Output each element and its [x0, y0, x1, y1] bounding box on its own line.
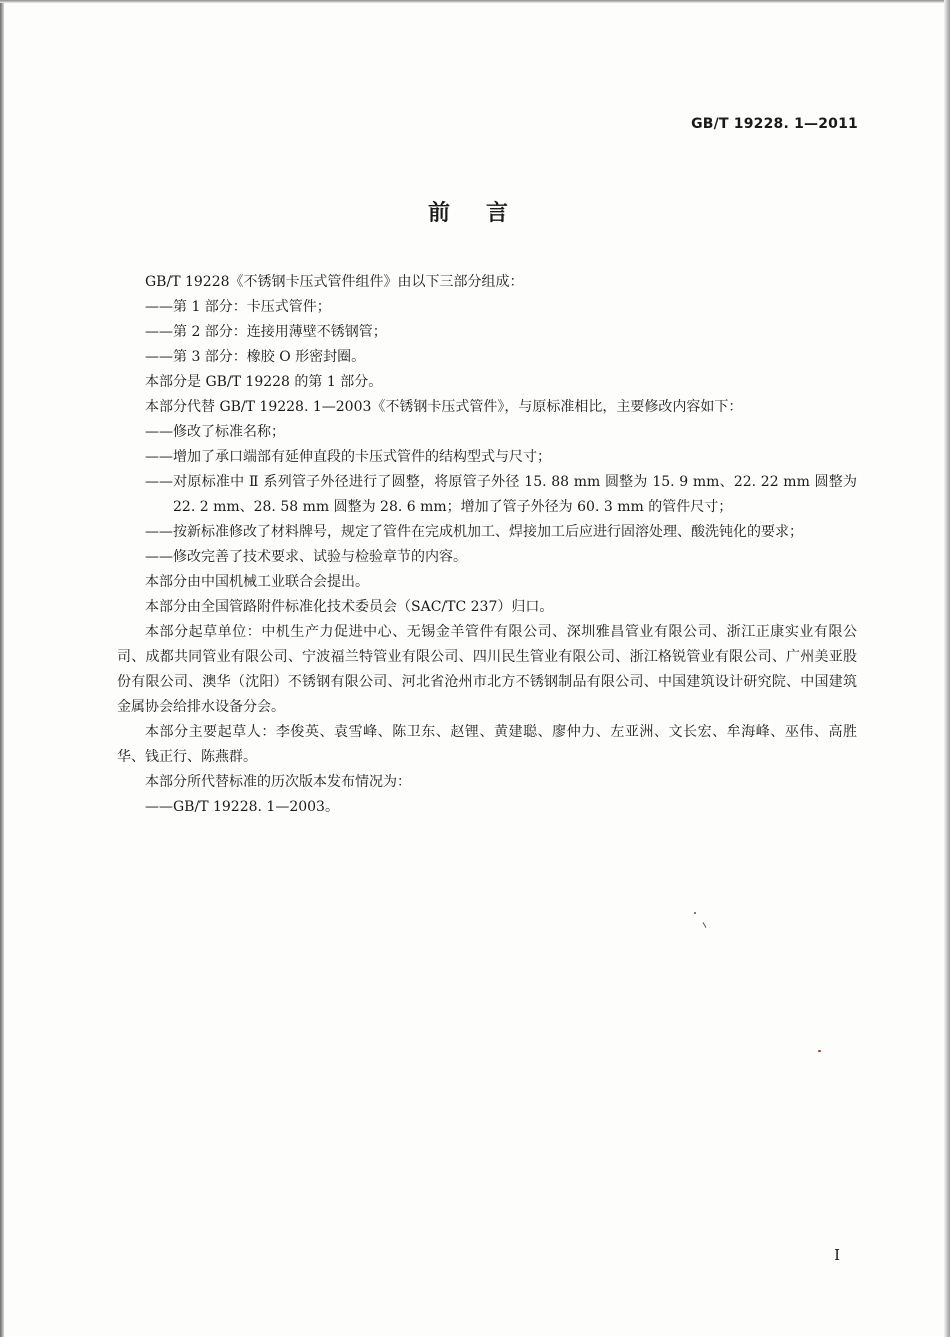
list-item: ——修改了标准名称；: [145, 424, 285, 440]
list-item: ——按新标准修改了材料牌号，规定了管件在完成机加工、焊接加工后应进行固溶处理、酸洗钝化的要求；: [145, 524, 803, 540]
paragraph: 本部分主要起草人：李俊英、袁雪峰、陈卫东、赵锂、黄建聪、廖仲力、左亚洲、文长宏、牟海峰、巫伟、高胜华、钱正行、陈燕群。: [117, 724, 857, 765]
list-item: ——GB/T 19228. 1—2003。: [145, 799, 339, 815]
foreword-body: [117, 270, 857, 820]
paragraph: 本部分起草单位：中机生产力促进中心、无锡金羊管件有限公司、深圳雅昌管业有限公司、浙江正康实业有限公司、成都共同管业有限公司、宁波福兰特管业有限公司、四川民生管业有限公司、浙江格锐管业有限公司、广州美亚股份有限公司、澳华（沈阳）不锈钢有限公司、河北省沧州市北方不锈钢制品有限公司、中国建筑设计研究院、中国建筑金属协会给排水设备分会。: [117, 624, 857, 715]
list-item: ——第 1 部分：卡压式管件；: [145, 299, 331, 315]
list-item: ——修改完善了技术要求、试验与检验章节的内容。: [145, 549, 467, 565]
scan-edge-top: [0, 0, 950, 3]
paragraph: 本部分所代替标准的历次版本发布情况为：: [145, 774, 411, 790]
list-item: ——对原标准中 Ⅱ 系列管子外径进行了圆整，将原管子外径 15. 88 mm 圆整为 15. 9 mm、22. 22 mm 圆整为 22. 2 mm、28. 58 mm 圆整为 28. 6 mm；增加了管子外径为 60. 3 mm 的管件尺寸；: [145, 474, 857, 515]
page-number: I: [834, 1246, 840, 1264]
page-title: 前言: [427, 201, 544, 226]
paragraph: GB/T 19228《不锈钢卡压式管件组件》由以下三部分组成：: [145, 274, 524, 290]
scan-speck: [703, 922, 707, 928]
paragraph: 本部分是 GB/T 19228 的第 1 部分。: [145, 374, 383, 390]
paragraph: 本部分由中国机械工业联合会提出。: [145, 574, 369, 590]
list-item: ——第 3 部分：橡胶 O 形密封圈。: [145, 349, 366, 365]
scan-speck: [694, 912, 696, 914]
scan-speck: [818, 1050, 821, 1052]
paragraph: 本部分由全国管路附件标准化技术委员会（SAC/TC 237）归口。: [145, 599, 554, 615]
standard-code: GB/T 19228. 1—2011: [691, 116, 858, 132]
paragraph: 本部分代替 GB/T 19228. 1—2003《不锈钢卡压式管件》，与原标准相比，主要修改内容如下：: [145, 399, 743, 415]
list-item: ——增加了承口端部有延伸直段的卡压式管件的结构型式与尺寸；: [145, 449, 551, 465]
list-item: ——第 2 部分：连接用薄壁不锈钢管；: [145, 324, 387, 340]
